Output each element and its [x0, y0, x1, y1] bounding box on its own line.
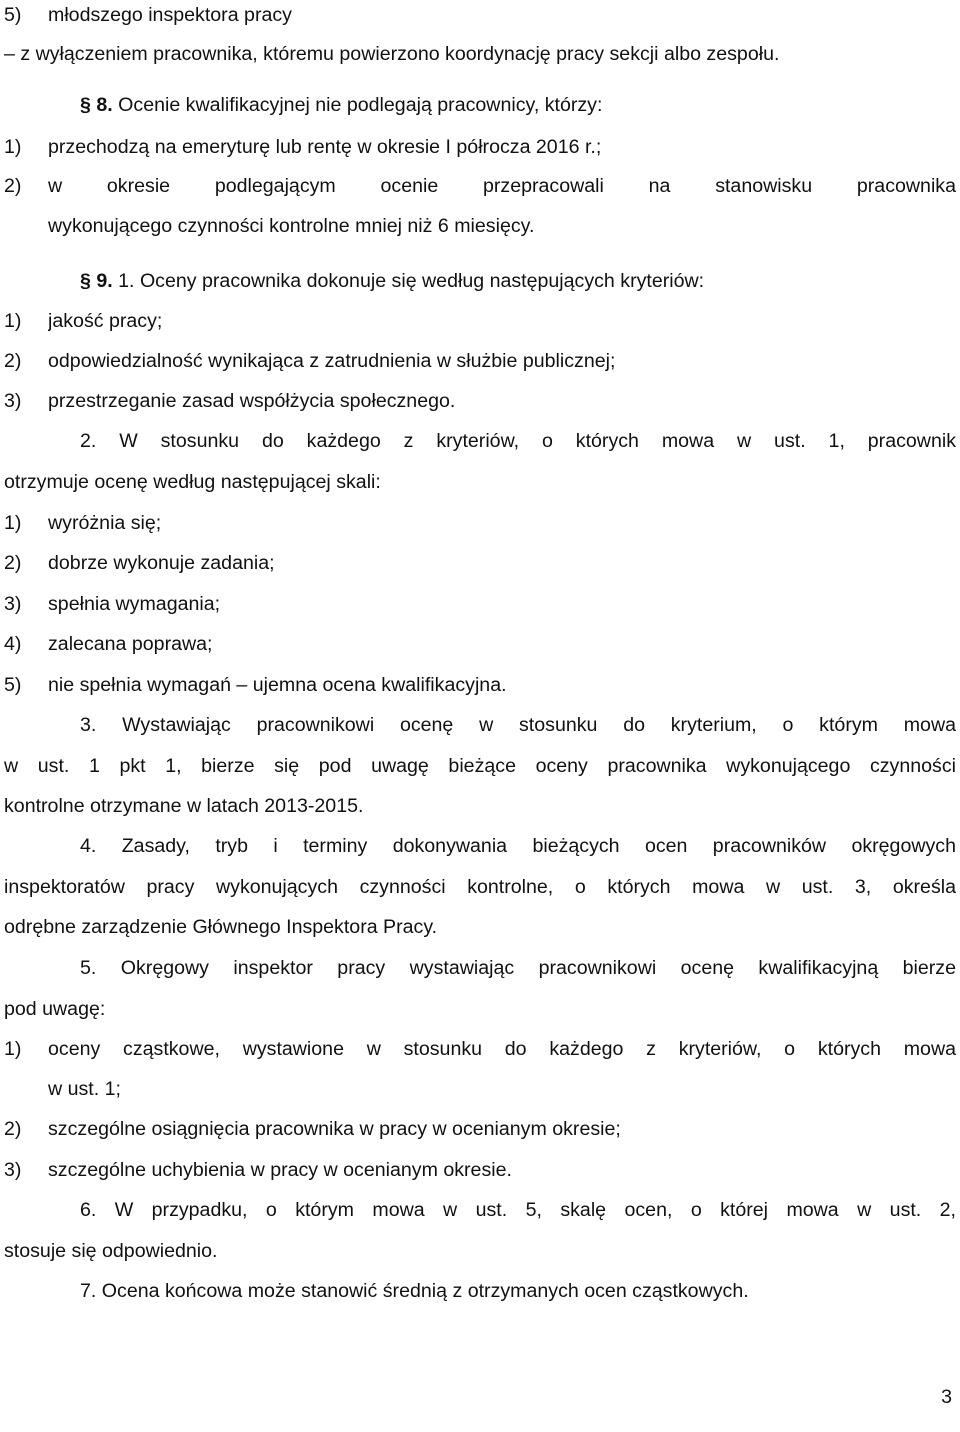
list-item-number: 2)	[4, 552, 22, 574]
section-symbol: §	[80, 270, 91, 292]
list-item-text: wyróżnia się;	[48, 512, 162, 534]
list-item-text: młodszego inspektora pracy	[48, 4, 292, 26]
paragraph-line: kontrolne otrzymane w latach 2013-2015.	[4, 795, 364, 817]
paragraph-line: stosuje się odpowiednio.	[4, 1240, 218, 1262]
paragraph-line: otrzymuje ocenę według następującej skali:	[4, 471, 381, 493]
paragraph-line: odrębne zarządzenie Głównego Inspektora Pracy.	[4, 916, 438, 938]
page-number: 3	[941, 1386, 952, 1408]
paragraph-line: 7. Ocena końcowa może stanowić średnią z otrzymanych ocen cząstkowych.	[80, 1280, 749, 1302]
list-item-text: nie spełnia wymagań – ujemna ocena kwalifikacyjna.	[48, 674, 507, 696]
section-text: 1. Oceny pracownika dokonuje się według następujących kryteriów:	[118, 270, 705, 292]
paragraph-line: 3. Wystawiając pracownikowi ocenę w stosunku do kryterium, o którym mowa	[80, 714, 956, 736]
list-item-number: 5)	[4, 674, 22, 696]
section-heading-9	[80, 266, 704, 296]
list-item-number: 3)	[4, 390, 22, 412]
list-item-number: 5)	[4, 4, 22, 26]
section-text: Ocenie kwalifikacyjnej nie podlegają pracownicy, którzy:	[118, 94, 603, 116]
section-heading-8	[80, 90, 602, 120]
list-item-number: 3)	[4, 1159, 22, 1181]
list-item-number: 2)	[4, 175, 22, 197]
paragraph-line: 5. Okręgowy inspektor pracy wystawiając pracownikowi ocenę kwalifikacyjną bierze	[80, 957, 956, 979]
list-item-text: szczególne uchybienia w pracy w ocenianym okresie.	[48, 1159, 512, 1181]
paragraph-line: 4. Zasady, tryb i terminy dokonywania bieżących ocen pracowników okręgowych	[80, 835, 956, 857]
list-item-text: odpowiedzialność wynikająca z zatrudnienia w służbie publicznej;	[48, 350, 616, 372]
list-item-continuation: w ust. 1;	[48, 1078, 121, 1100]
list-item-continuation: wykonującego czynności kontrolne mniej niż 6 miesięcy.	[48, 215, 535, 237]
list-item-text: jakość pracy;	[48, 310, 163, 332]
list-item-text: dobrze wykonuje zadania;	[48, 552, 275, 574]
list-item-number: 1)	[4, 512, 22, 534]
list-item-number: 4)	[4, 633, 22, 655]
list-item-text: szczególne osiągnięcia pracownika w pracy w ocenianym okresie;	[48, 1118, 621, 1140]
list-item-number: 3)	[4, 593, 22, 615]
paragraph-line: – z wyłączeniem pracownika, któremu powierzono koordynację pracy sekcji albo zespołu.	[4, 43, 780, 65]
list-item-number: 1)	[4, 136, 22, 158]
paragraph-line: inspektoratów pracy wykonujących czynności kontrolne, o których mowa w ust. 3, określa	[4, 876, 956, 898]
list-item-text: w okresie podlegającym ocenie przepracowali na stanowisku pracownika	[48, 175, 956, 197]
paragraph-line: w ust. 1 pkt 1, bierze się pod uwagę bieżące oceny pracownika wykonującego czynności	[4, 755, 956, 777]
list-item-number: 2)	[4, 350, 22, 372]
list-item-number: 1)	[4, 1038, 22, 1060]
list-item-text: oceny cząstkowe, wystawione w stosunku do każdego z kryteriów, o których mowa	[48, 1038, 956, 1060]
paragraph-line: 6. W przypadku, o którym mowa w ust. 5, skalę ocen, o której mowa w ust. 2,	[80, 1199, 956, 1221]
section-number: 9.	[96, 270, 113, 292]
list-item-text: przestrzeganie zasad współżycia społecznego.	[48, 390, 456, 412]
paragraph-line: 2. W stosunku do każdego z kryteriów, o których mowa w ust. 1, pracownik	[80, 430, 956, 452]
section-number: 8.	[96, 94, 113, 116]
list-item-text: zalecana poprawa;	[48, 633, 213, 655]
list-item-text: spełnia wymagania;	[48, 593, 221, 615]
paragraph-line: pod uwagę:	[4, 998, 106, 1020]
list-item-number: 2)	[4, 1118, 22, 1140]
list-item-text: przechodzą na emeryturę lub rentę w okresie I półrocza 2016 r.;	[48, 136, 602, 158]
list-item-number: 1)	[4, 310, 22, 332]
section-symbol: §	[80, 94, 91, 116]
